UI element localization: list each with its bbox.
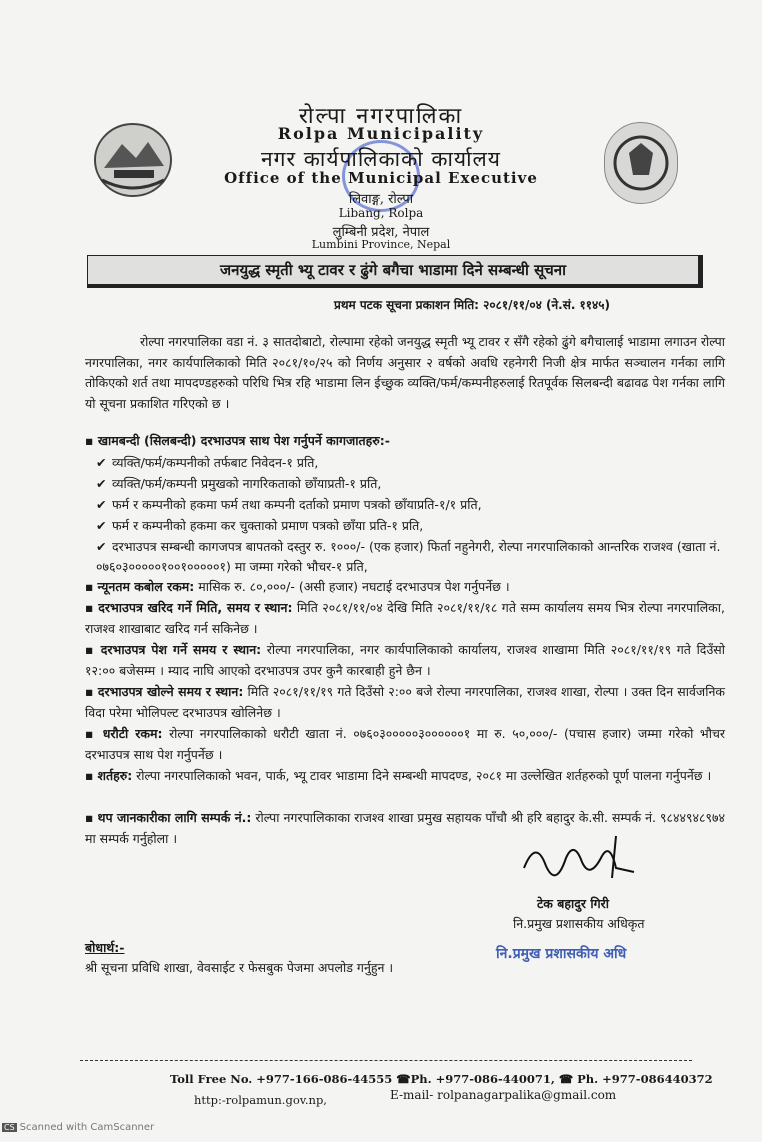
checkmark-icon: ✔	[96, 476, 107, 491]
footer-email: E-mail- rolpanagarpalika@gmail.com	[390, 1088, 617, 1102]
doc-item: ✔ व्यक्ति/फर्म/कम्पनी प्रमुखको नागरिकताको छाँयाप्रती-१ प्रति,	[96, 474, 726, 494]
intro-paragraph: रोल्पा नगरपालिका वडा नं. ३ सातदोबाटो, रोल्पामा रहेको जनयुद्ध स्मृती भ्यू टावर र सँगै रहेको ढुंगे बगैचालाई भाडामा लगाउन रोल्पा नगरपालिका, नगर कार्यपालिकाको मिति २०८१/१०/२५ को निर्णय अनुसार २ वर्षको अवधि रहनेगरी निजी क्षेत्र मार्फत सञ्चालन गर्नका लागि तोकिएको शर्त तथा मापदण्डहरुको परिधि भित्र रहि भाडामा लिन ईच्छुक व्यक्ति/फर्म/कम्पनीहरुलाई रितपूर्वक सिलबन्दी बढावढ पेश गर्नका लागि यो सूचना प्रकाशित गरिएको छ ।	[85, 334, 725, 411]
min-bid-item: ▪ न्यूनतम कबोल रकम: मासिक रु. ८०,०००/- (असी हजार) नघटाई दरभाउपत्र पेश गर्नुपर्नेछ ।	[85, 579, 510, 594]
district-np: लिवाङ्ग, रोल्पा	[348, 192, 414, 207]
opening-item: ▪ दरभाउपत्र खोल्ने समय र स्थान: मिति २०८१/११/१९ गते दिउँसो २:०० बजे रोल्पा नगरपालिका, राजश्व शाखा, रोल्पा । उक्त दिन सार्वजनिक विदा परेमा भोलिपल्ट दरभाउपत्र खोलिनेछ ।	[85, 684, 725, 720]
submission-item: ▪ दरभाउपत्र पेश गर्ने समय र स्थान: रोल्पा नगरपालिका, नगर कार्यपालिकाको कार्यालय, राजश्व शाखामा मिति २०८१/११/१९ गते दिउँसो १२:०० बजेसम्म । म्याद नाघि आएको दरभाउपत्र उपर कुनै कारबाही हुने छैन ।	[85, 642, 725, 678]
scanner-watermark: CS Scanned with CamScanner	[4, 1122, 155, 1133]
signatory-name: टेक बहादुर गिरी	[537, 896, 609, 911]
district-en: Libang, Rolpa	[338, 206, 424, 220]
checkmark-icon: ✔	[96, 497, 107, 512]
signatory-designation: नि.प्रमुख प्रशासकीय अधिकृत	[513, 916, 645, 931]
conditions-item: ▪ शर्तहरु: रोल्पा नगरपालिकाको भवन, पार्क, भ्यू टावर भाडामा दिने सम्बन्धी मापदण्ड, २०८१ मा उल्लेखित शर्तहरुको पूर्ण पालना गर्नुपर्नेछ ।	[85, 768, 712, 783]
doc-item: ✔ फर्म र कम्पनीको हकमा फर्म तथा कम्पनी दर्ताको प्रमाण पत्रको छाँयाप्रति-१/१ प्रति,	[96, 495, 726, 515]
municipality-name-en: Rolpa Municipality	[277, 124, 485, 143]
doc-item: ✔ व्यक्ति/फर्म/कम्पनीको तर्फबाट निवेदन-१ प्रति,	[96, 453, 726, 473]
doc-item: ✔ दरभाउपत्र सम्बन्धी कागजपत्र बापतको दस्तुर रु. १०००/- (एक हजार) फिर्ता नहुनेगरी, रोल्पा नगरपालिकाको आन्तरिक राजश्व (खाता नं. ०७६०३०००००१००१०००००१) मा जम्मा गरेको भौचर-१ प्रति,	[96, 539, 721, 574]
deposit-item: ▪ धरौटी रकम: रोल्पा नगरपालिकाको धरौटी खाता नं. ०७६०३०००००३००००००१ मा रु. ५०,०००/- (पचास हजार) जम्मा गरेको भौचर दरभाउपत्र साथ पेश गर्नुपर्नेछ ।	[85, 726, 725, 762]
doc-item: ✔ फर्म र कम्पनीको हकमा कर चुक्ताको प्रमाण पत्रको छाँया प्रति-१ प्रति,	[96, 516, 726, 536]
cc-title: बोधार्थ:-	[85, 940, 125, 955]
footer-website: http:-rolpamun.gov.np,	[194, 1093, 327, 1107]
footer-phones: Toll Free No. +977-166-086-44555 ☎Ph. +977-086-440071, ☎ Ph. +977-086440372	[170, 1072, 713, 1086]
signature-icon	[516, 828, 648, 890]
checkmark-icon: ✔	[96, 518, 107, 533]
publish-date: प्रथम पटक सूचना प्रकाशन मिति: २०८१/११/०४ (ने.सं. ११४५)	[334, 298, 611, 312]
contact-item: ▪ थप जानकारीका लागि सम्पर्क नं.: रोल्पा नगरपालिकाका राजश्व शाखा प्रमुख सहायक पाँचौ श्री हरि बहादुर के.सी. सम्पर्क नं. ९८४४९४८९७४ मा सम्पर्क गर्नुहोला ।	[85, 810, 726, 846]
notice-title: जनयुद्ध स्मृती भ्यू टावर र ढुंगे बगैचा भाडामा दिने सम्बन्धी सूचना	[87, 255, 703, 288]
province-en: Lumbini Province, Nepal	[311, 238, 451, 251]
camscanner-icon: CS	[4, 1123, 15, 1132]
municipality-name-np: रोल्पा नगरपालिका	[298, 104, 464, 129]
documents-title: ▪ खामबन्दी (सिलबन्दी) दरभाउपत्र साथ पेश गर्नुपर्ने कागजातहरु:-	[85, 433, 390, 448]
purchase-item: ▪ दरभाउपत्र खरिद गर्ने मिति, समय र स्थान: मिति २०८१/११/०४ देखि मिति २०८१/११/१८ गते सम्म कार्यालय समय भित्र रोल्पा नगरपालिका, राजश्व शाखाबाट खरिद गर्न सकिनेछ ।	[85, 600, 725, 636]
checkmark-icon: ✔	[96, 539, 107, 554]
office-name-np: नगर कार्यपालिकाको कार्यालय	[261, 147, 501, 171]
checkmark-icon: ✔	[96, 455, 107, 470]
office-name-en: Office of the Municipal Executive	[224, 169, 538, 187]
cc-text: श्री सूचना प्रविधि शाखा, वेवसाईट र फेसबुक पेजमा अपलोड गर्नुहुन ।	[85, 960, 394, 975]
province-np: लुम्बिनी प्रदेश, नेपाल	[332, 225, 430, 240]
footer-divider	[80, 1060, 692, 1061]
official-stamp: नि.प्रमुख प्रशासकीय अधि	[496, 946, 627, 962]
